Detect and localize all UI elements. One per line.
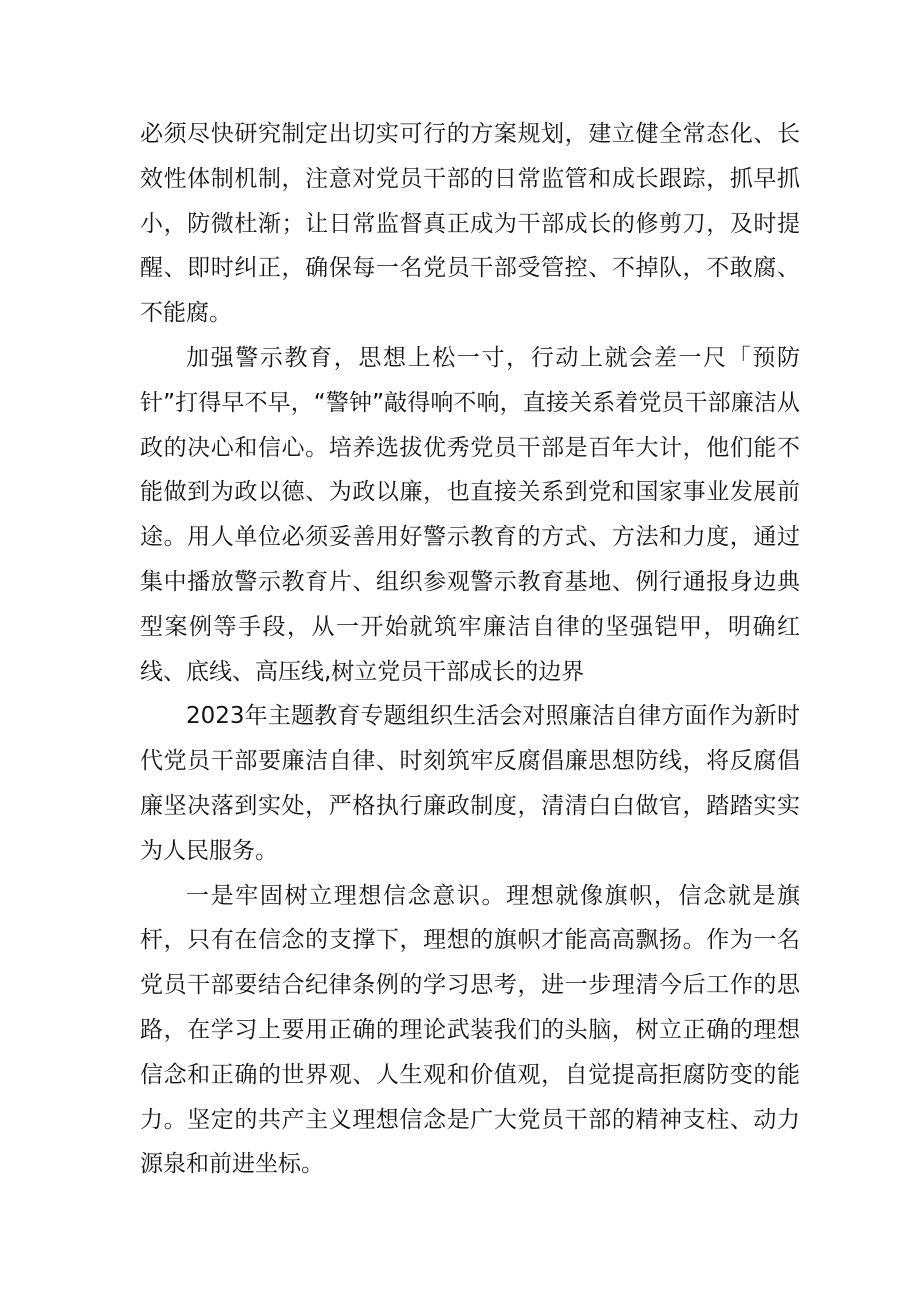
paragraph-4: 一是牢固树立理想信念意识。理想就像旗帜，信念就是旗杆，只有在信念的支撑下，理想的旗帜才能高高飘扬。作为一名党员干部要结合纪律条例的学习思考，进一步理清今后工作的思路，在学习上要用正确的理论武装我们的头脑，树立正确的理想信念和正确的世界观、人生观和价值观，自觉提高拒腐防变的能力。坚定的共产主义理想信念是广大党员干部的精神支柱、动力源泉和前进坐标。 [140,882,800,1178]
paragraph-2: 加强警示教育，思想上松一寸，行动上就会差一尺「预防针”打得早不早，“警钟”敲得响不响，直接关系着党员干部廉洁从政的决心和信心。培养选拔优秀党员干部是百年大计，他们能不能做到为政以德、为政以廉，也直接关系到党和国家事业发展前途。用人单位必须妥善用好警示教育的方式、方法和力度，通过集中播放警示教育片、组织参观警示教育基地、例行通报身边典型案例等手段，从一开始就筑牢廉洁自律的坚强铠甲，明确红线、底线、高压线,树立党员干部成长的边界 [140,344,800,685]
paragraph-1: 必须尽快研究制定出切实可行的方案规划，建立健全常态化、长效性体制机制，注意对党员干部的日常监管和成长跟踪，抓早抓小，防微杜渐；让日常监督真正成为干部成长的修剪刀，及时提醒、即时纠正，确保每一名党员干部受管控、不掉队，不敢腐、不能腐。 [140,121,800,327]
document-page [140,112,800,1187]
paragraph-3: 2023年主题教育专题组织生活会对照廉洁自律方面作为新时代党员干部要廉洁自律、时刻筑牢反腐倡廉思想防线，将反腐倡廉坚决落到实处，严格执行廉政制度，清清白白做官，踏踏实实为人民服务。 [140,703,800,864]
